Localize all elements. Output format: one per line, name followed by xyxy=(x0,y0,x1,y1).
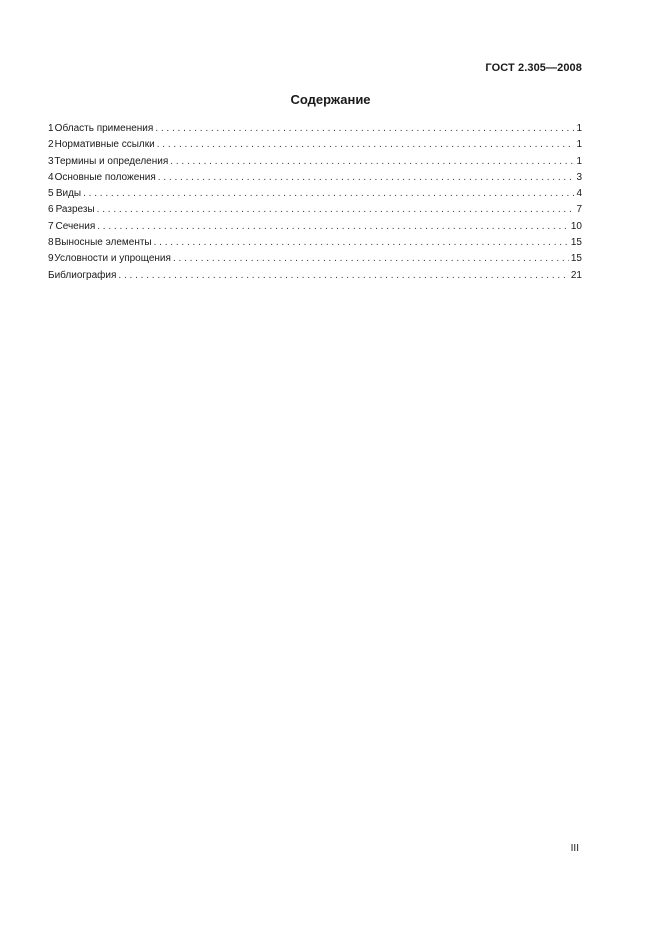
toc-entry-page: 7 xyxy=(576,204,582,216)
toc-dot-leader xyxy=(173,251,569,267)
toc-entry-label: Область применения xyxy=(54,123,154,134)
toc-entry-bibliography[interactable] xyxy=(48,268,582,284)
toc-dot-leader xyxy=(154,235,569,251)
toc-entry[interactable] xyxy=(48,170,582,186)
toc-entry-label: Нормативные ссылки xyxy=(54,139,155,151)
toc-dot-leader xyxy=(97,219,569,235)
toc-entry-number: 2 xyxy=(48,139,54,151)
toc-entry-page: 1 xyxy=(576,155,582,167)
toc-entry-number: 9 xyxy=(48,253,54,265)
toc-entry-page: 21 xyxy=(570,269,582,281)
toc-entry-label: Условности и упрощения xyxy=(54,253,171,265)
toc-entry-number: 7 xyxy=(48,220,54,232)
toc-entry[interactable] xyxy=(48,202,582,218)
toc-dot-leader xyxy=(83,186,574,202)
document-code: ГОСТ 2.305—2008 xyxy=(485,62,582,74)
toc-title: Содержание xyxy=(290,92,371,107)
toc-dot-leader xyxy=(157,137,575,153)
toc-entry-page: 1 xyxy=(576,139,582,151)
toc-entry-page: 1 xyxy=(576,123,582,134)
toc-entry[interactable] xyxy=(48,137,582,153)
page-number: III xyxy=(570,843,579,854)
toc-entry-number: 1 xyxy=(48,123,54,134)
toc-dot-leader xyxy=(155,121,574,137)
table-of-contents xyxy=(48,121,582,284)
toc-entry-number: 5 xyxy=(48,188,54,200)
toc-entry[interactable] xyxy=(48,219,582,235)
toc-dot-leader xyxy=(97,202,575,218)
toc-dot-leader xyxy=(170,154,574,170)
toc-entry[interactable] xyxy=(48,121,582,137)
toc-dot-leader xyxy=(118,268,568,284)
toc-entry-label: Основные положения xyxy=(54,171,156,183)
toc-entry-page: 15 xyxy=(570,237,582,249)
toc-entry-page: 10 xyxy=(570,220,582,232)
toc-entry-label: Сечения xyxy=(55,220,96,232)
toc-entry-number: 4 xyxy=(48,171,54,183)
toc-entry-page: 4 xyxy=(576,188,582,200)
toc-entry[interactable] xyxy=(48,186,582,202)
toc-entry-label: Термины и определения xyxy=(54,155,169,167)
toc-entry-label: Библиография xyxy=(48,269,117,281)
toc-entry-label: Виды xyxy=(55,188,82,200)
toc-entry-number: 8 xyxy=(48,237,54,249)
toc-entry[interactable] xyxy=(48,251,582,267)
toc-entry-label: Выносные элементы xyxy=(54,237,152,249)
toc-entry[interactable] xyxy=(48,154,582,170)
toc-entry[interactable] xyxy=(48,235,582,251)
toc-entry-number: 3 xyxy=(48,155,54,167)
toc-entry-page: 3 xyxy=(576,171,582,183)
toc-entry-number: 6 xyxy=(48,204,54,216)
toc-entry-page: 15 xyxy=(570,253,582,265)
toc-dot-leader xyxy=(158,170,575,186)
toc-entry-label: Разрезы xyxy=(55,204,95,216)
